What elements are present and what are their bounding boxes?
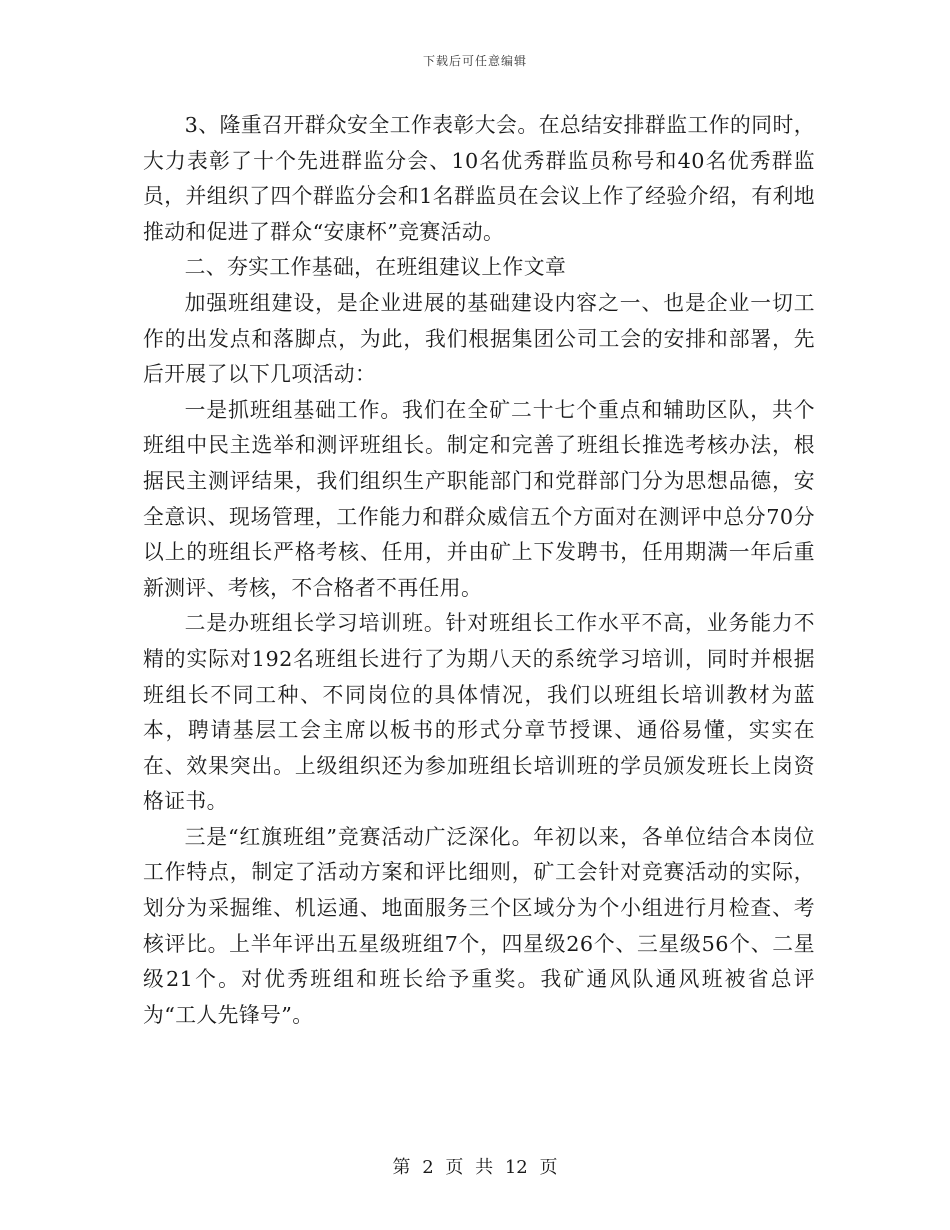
paragraph-commendation-meeting: 3、隆重召开群众安全工作表彰大会。在总结安排群监工作的同时，大力表彰了十个先进群监分会、10名优秀群监员称号和40名优秀群监员，并组织了四个群监分会和1名群监员在会议上作了经验介绍，有利地推动和促进了群众“安康杯”竞赛活动。	[143, 113, 815, 244]
document-body	[143, 108, 815, 1033]
section-heading-team-building: 二、夯实工作基础，在班组建议上作文章	[184, 255, 567, 280]
paragraph-team-building-intro: 加强班组建设，是企业进展的基础建设内容之一、也是企业一切工作的出发点和落脚点，为此，我们根据集团公司工会的安排和部署，先后开展了以下几项活动：	[143, 290, 815, 387]
page-number-footer: 第 2 页 共 12 页	[392, 1157, 558, 1178]
paragraph-red-flag-competition: 三是“红旗班组”竞赛活动广泛深化。年初以来，各单位结合本岗位工作特点，制定了活动方案和评比细则，矿工会针对竞赛活动的实际，划分为采掘维、机运通、地面服务三个区域分为个小组进行月检查、考核评比。上半年评出五星级班组7个，四星级26个、三星级56个、二星级21个。对优秀班组和班长给予重奖。我矿通风队通风班被省总评为“工人先锋号”。	[143, 824, 815, 1027]
paragraph-team-basic-work: 一是抓班组基础工作。我们在全矿二十七个重点和辅助区队，共个班组中民主选举和测评班组长。制定和完善了班组长推选考核办法，根据民主测评结果，我们组织生产职能部门和党群部门分为思想品德，安全意识、现场管理，工作能力和群众威信五个方面对在测评中总分70分以上的班组长严格考核、任用，并由矿上下发聘书，任用期满一年后重新测评、考核，不合格者不再任用。	[143, 397, 815, 600]
paragraph-team-leader-training: 二是办班组长学习培训班。针对班组长工作水平不高，业务能力不精的实际对192名班组长进行了为期八天的系统学习培训，同时并根据班组长不同工种、不同岗位的具体情况，我们以班组长培训教材为蓝本，聘请基层工会主席以板书的形式分章节授课、通俗易懂，实实在在、效果突出。上级组织还为参加班组长培训班的学员颁发班长上岗资格证书。	[143, 611, 815, 814]
page-header-note: 下载后可任意编辑	[422, 54, 527, 68]
